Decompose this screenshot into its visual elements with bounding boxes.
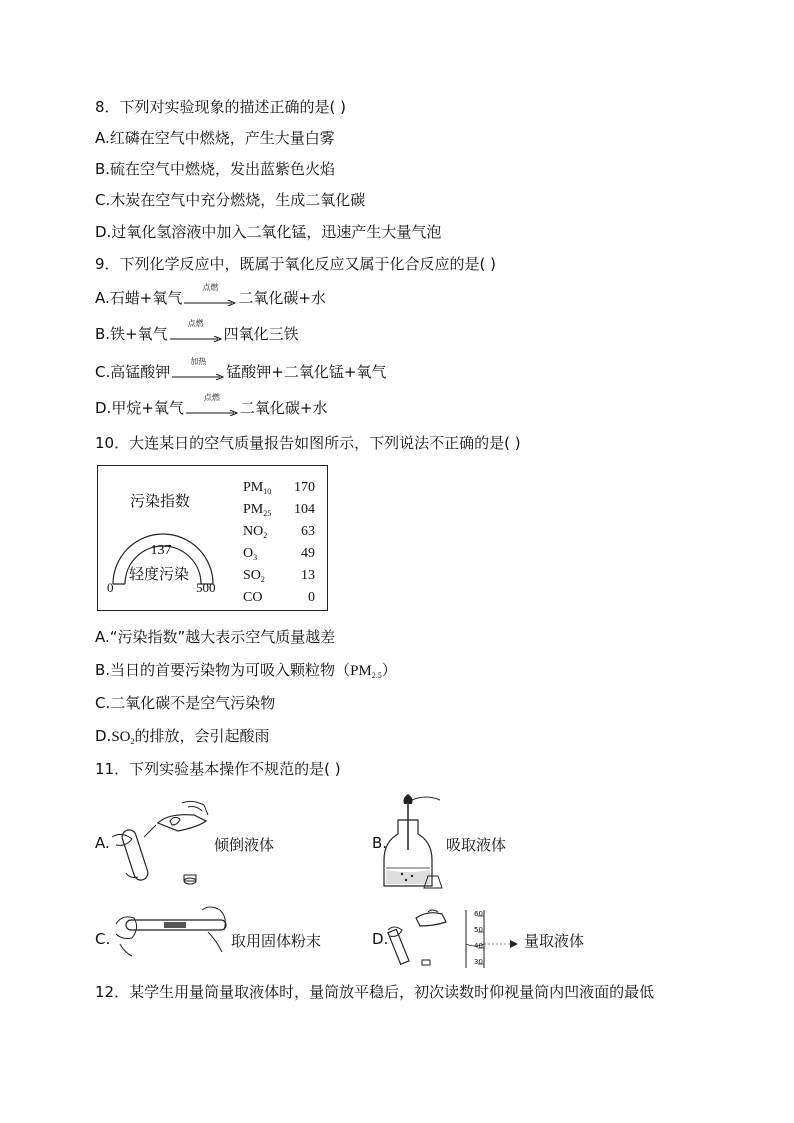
aq-row-sub: 2	[263, 531, 268, 540]
q10-stem: 10．大连某日的空气质量报告如图所示，下列说法不正确的是( )	[95, 434, 521, 452]
q9-a-condition: 点燃	[202, 282, 219, 292]
q9-b-condition: 点燃	[187, 318, 204, 328]
q10-option-c: C.二氧化碳不是空气污染物	[95, 694, 276, 712]
q9-d-reactants: D.甲烷+氧气	[95, 399, 184, 417]
dropper-icon	[378, 790, 448, 894]
q9-c-condition: 加热	[190, 356, 207, 366]
reaction-arrow-icon	[186, 392, 238, 416]
aq-index-value: 137	[150, 543, 172, 558]
aq-row-name: PM	[243, 502, 264, 517]
aq-row-value: 49	[301, 546, 315, 561]
q11-b-caption: 吸取液体	[446, 836, 507, 854]
q10-b-close: ）	[381, 661, 397, 679]
q9-d-products: 二氧化碳+水	[239, 399, 328, 417]
q10-d-sub: 2	[130, 737, 135, 746]
reaction-arrow-icon	[184, 282, 236, 306]
q9-option-a	[95, 282, 326, 308]
q10-d-text: 的排放，会引起酸雨	[134, 727, 270, 745]
q10-b-pm: PM	[350, 663, 372, 679]
aq-row-sub: 25	[263, 509, 272, 518]
q10-b-sub: 2.5	[371, 671, 382, 680]
q9-c-reactants: C.高锰酸钾	[95, 363, 171, 381]
aq-row-name: PM	[243, 480, 264, 495]
q10-d-letter: D.	[95, 727, 112, 745]
q9-a-products: 二氧化碳+水	[238, 289, 326, 307]
aq-row-name: NO	[243, 524, 264, 539]
graduated-cylinder-icon	[384, 904, 454, 970]
q10-option-b	[95, 660, 397, 686]
q9-b-products: 四氧化三铁	[223, 325, 299, 343]
q9-option-b	[95, 318, 299, 344]
aq-row-sub: 3	[253, 553, 258, 562]
q9-option-d	[95, 392, 328, 418]
q11-d-caption: 量取液体	[524, 932, 585, 950]
q9-option-c	[95, 356, 387, 382]
aq-row-value: 104	[294, 502, 315, 517]
aq-row-value: 0	[308, 590, 315, 605]
aq-row-name: CO	[243, 590, 263, 605]
q8-option-a: A.红磷在空气中燃烧，产生大量白雾	[95, 129, 335, 147]
aq-row-value: 63	[301, 524, 315, 539]
aq-row-name: O	[243, 546, 254, 561]
q11-d-letter: D.	[372, 930, 389, 948]
q10-d-so: SO	[111, 729, 131, 745]
aq-row-value: 170	[294, 480, 315, 495]
q12-stem: 12．某学生用量筒量取液体时，量筒放平稳后，初次读数时仰视量筒内凹液面的最低	[95, 983, 655, 1001]
powder-paper-icon	[112, 904, 232, 960]
q8-option-d: D.过氧化氢溶液中加入二氧化锰，迅速产生大量气泡	[95, 223, 442, 241]
q9-stem: 9．下列化学反应中，既属于氧化反应又属于化合反应的是( )	[95, 255, 497, 273]
q8-option-c: C.木炭在空气中充分燃烧，生成二氧化碳	[95, 191, 366, 209]
cylinder-scale-60: 60	[474, 910, 483, 918]
q11-a-caption: 倾倒液体	[214, 836, 275, 854]
aq-row-sub: 10	[263, 487, 272, 496]
q9-b-reactants: B.铁+氧气	[95, 325, 168, 343]
aq-row-name: SO	[243, 568, 261, 583]
cylinder-scale-50: 50	[474, 926, 483, 934]
q9-c-products: 锰酸钾+二氧化锰+氧气	[226, 363, 387, 381]
cylinder-scale-30: 30	[474, 958, 483, 966]
q11-a-letter: A.	[95, 834, 110, 852]
q11-b-letter: B.	[372, 834, 388, 852]
aq-row-value: 13	[301, 568, 315, 583]
reaction-arrow-icon	[172, 356, 224, 380]
aq-min: 0	[107, 580, 114, 595]
pouring-liquid-icon	[108, 793, 214, 889]
aq-title: 污染指数	[130, 492, 191, 510]
aq-max: 500	[196, 580, 216, 595]
cylinder-scale-40: 40	[474, 942, 483, 950]
q9-a-reactants: A.石蜡+氧气	[95, 289, 183, 307]
q11-c-letter: C.	[95, 930, 111, 948]
air-quality-report	[97, 465, 328, 611]
aq-row-sub: 2	[260, 575, 265, 584]
reaction-arrow-icon	[170, 318, 222, 342]
q8-option-b: B.硫在空气中燃烧，发出蓝紫色火焰	[95, 160, 336, 178]
q10-b-text: B.当日的首要污染物为可吸入颗粒物（	[95, 661, 351, 679]
q10-option-a: A.“污染指数”越大表示空气质量越差	[95, 628, 336, 646]
q11-c-caption: 取用固体粉末	[231, 932, 322, 950]
q10-option-d	[95, 726, 270, 752]
q8-stem: 8．下列对实验现象的描述正确的是( )	[95, 98, 347, 116]
aq-level: 轻度污染	[129, 565, 190, 583]
q11-stem: 11．下列实验基本操作不规范的是( )	[95, 760, 341, 778]
q9-d-condition: 点燃	[203, 392, 220, 402]
cylinder-scale-icon	[464, 908, 520, 970]
